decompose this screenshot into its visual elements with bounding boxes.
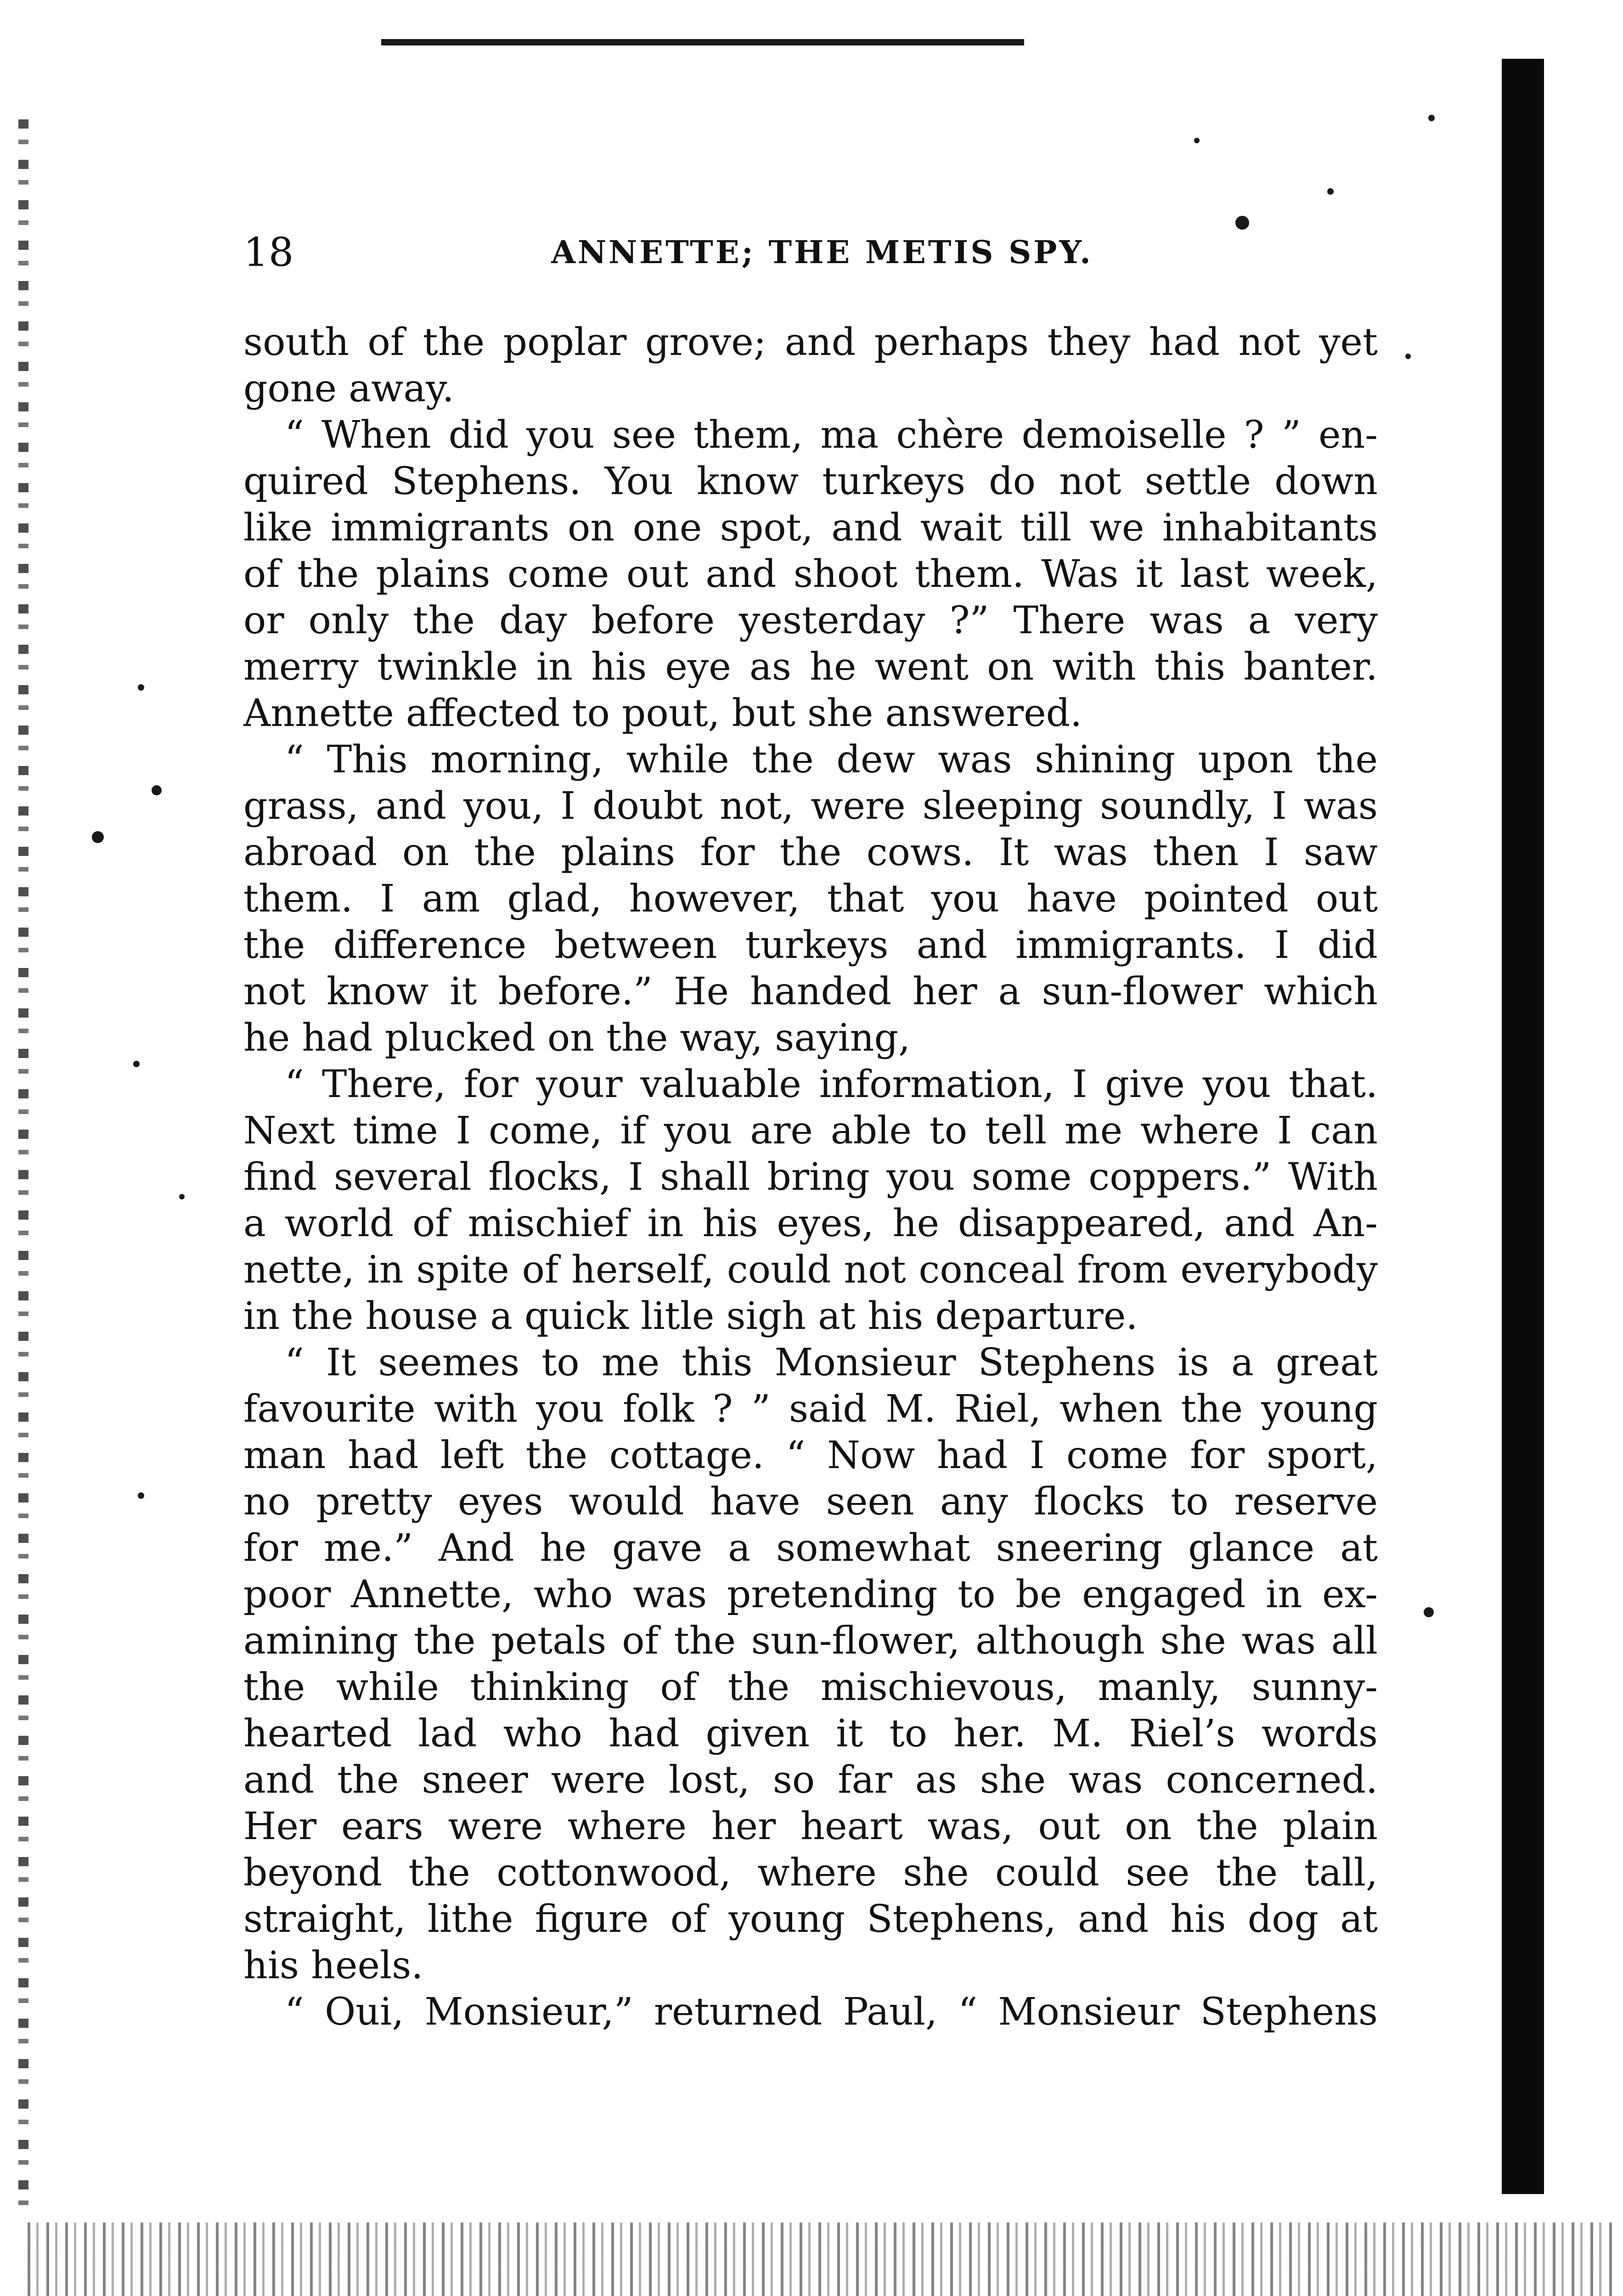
text-line: “ Oui, Monsieur,” returned Paul, “ Monsieur Stephens — [285, 1990, 1378, 2034]
scan-left-edge-noise — [18, 119, 28, 2209]
text-line: “ It seemes to me this Monsieur Stephens is a great — [285, 1341, 1378, 1384]
scan-speck — [1327, 188, 1334, 195]
scan-speck — [133, 1061, 140, 1067]
scan-top-rule — [381, 39, 1024, 45]
scan-speck — [1428, 115, 1435, 121]
running-head: ANNETTE; THE METIS SPY. — [551, 234, 1093, 271]
text-line: them. I am glad, however, that you have pointed out — [243, 877, 1378, 921]
page-number: 18 — [243, 230, 294, 276]
scan-speck — [138, 684, 144, 691]
scan-speck — [92, 831, 104, 843]
text-line: south of the poplar grove; and perhaps they had not yet — [243, 321, 1378, 364]
text-line: hearted lad who had given it to her. M. Riel’s words — [243, 1712, 1378, 1756]
text-line: the while thinking of the mischievous, manly, sunny- — [243, 1666, 1378, 1709]
scan-speck — [152, 785, 162, 795]
text-line: and the sneer were lost, so far as she was concerned. — [243, 1758, 1378, 1802]
text-line: favourite with you folk ? ” said M. Riel, when the young — [243, 1387, 1378, 1431]
page-header — [243, 220, 1401, 285]
text-line: Annette affected to pout, but she answered. — [243, 692, 1082, 735]
text-line: in the house a quick litle sigh at his departure. — [243, 1294, 1138, 1338]
text-line: of the plains come out and shoot them. Was it last week, — [243, 552, 1378, 596]
body-text — [243, 319, 1378, 2035]
text-line: Next time I come, if you are able to tell me where I can — [243, 1109, 1378, 1153]
scan-speck — [179, 1194, 185, 1199]
text-line: Her ears were where her heart was, out on the plain — [243, 1805, 1378, 1848]
text-line: “ This morning, while the dew was shining upon the — [285, 738, 1378, 782]
text-line: gone away. — [243, 367, 454, 411]
scan-speck — [1194, 138, 1200, 143]
text-line: a world of mischief in his eyes, he disappeared, and An- — [243, 1202, 1378, 1245]
text-line: quired Stephens. You know turkeys do not settle down — [243, 460, 1378, 503]
text-line: “ There, for your valuable information, I give you that. — [285, 1063, 1378, 1106]
text-line: “ When did you see them, ma chère demoiselle ? ” en- — [285, 413, 1378, 457]
text-line: find several flocks, I shall bring you some coppers.” With — [243, 1155, 1378, 1199]
text-line: not know it before.” He handed her a sun-flower which — [243, 970, 1378, 1013]
text-line: for me.” And he gave a somewhat sneering glance at — [243, 1526, 1378, 1570]
text-line: nette, in spite of herself, could not conceal from everybody — [243, 1248, 1378, 1292]
text-line: amining the petals of the sun-flower, although she was all — [243, 1619, 1378, 1663]
text-line: like immigrants on one spot, and wait till we inhabitants — [243, 506, 1378, 550]
text-line: merry twinkle in his eye as he went on with this banter. — [243, 645, 1378, 689]
text-line: man had left the cottage. “ Now had I come for sport, — [243, 1434, 1378, 1477]
scan-speck — [1424, 1607, 1434, 1617]
text-line: straight, lithe figure of young Stephens, and his dog at — [243, 1897, 1378, 1941]
text-line: or only the day before yesterday ?” There was a very — [243, 599, 1378, 642]
text-line: grass, and you, I doubt not, were sleeping soundly, I was — [243, 784, 1378, 828]
text-line: the difference between turkeys and immigrants. I did — [243, 923, 1378, 967]
text-line: no pretty eyes would have seen any flocks to reserve — [243, 1480, 1378, 1524]
text-line: abroad on the plains for the cows. It was then I saw — [243, 831, 1378, 874]
scan-speck — [138, 1492, 144, 1499]
scan-speck — [1405, 354, 1411, 359]
text-line: his heels. — [243, 1944, 423, 1987]
text-line: beyond the cottonwood, where she could see the tall, — [243, 1851, 1378, 1895]
scan-right-edge-shadow — [1502, 59, 1544, 2194]
scan-bottom-edge-noise — [28, 2223, 1612, 2296]
text-line: poor Annette, who was pretending to be engaged in ex- — [243, 1573, 1378, 1616]
text-line: he had plucked on the way, saying, — [243, 1016, 911, 1060]
